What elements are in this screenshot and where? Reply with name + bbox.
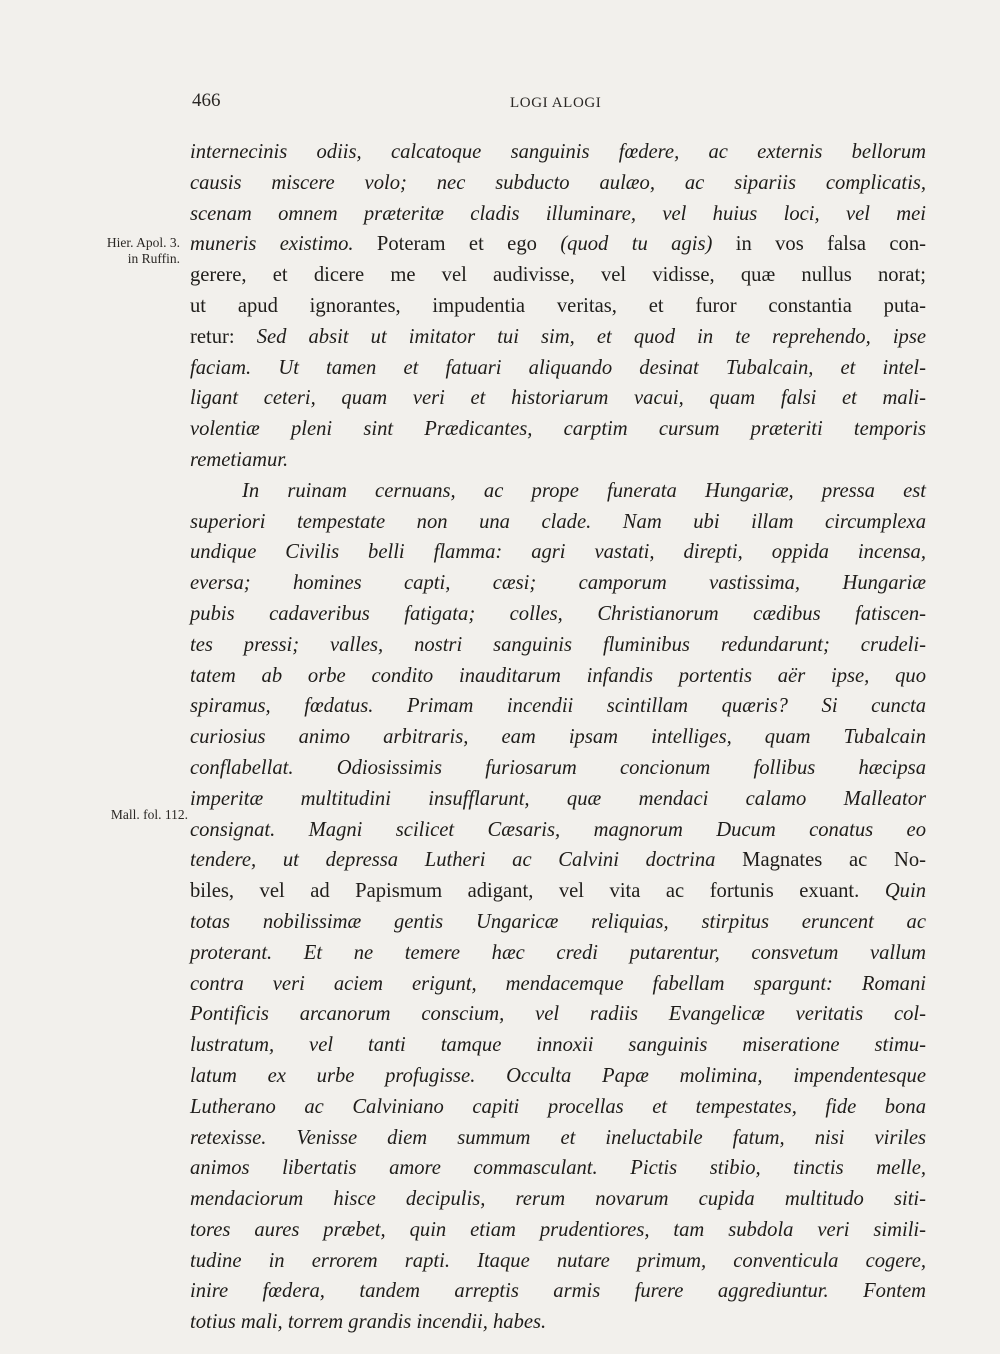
italic-text: spiramus, fœdatus. Primam incendii scintillam quæris? Si cuncta: [190, 695, 926, 718]
italic-text: inire fœdera, tandem arreptis armis furere aggrediuntur. Fontem: [190, 1280, 926, 1303]
italic-text: undique Civilis belli flamma: agri vastati, direpti, oppida incensa,: [190, 541, 926, 564]
text-line: [190, 1153, 926, 1184]
margin-note-line: Mall. fol. 112.: [110, 807, 188, 822]
italic-text: conflabellat. Odiosissimis furiosarum concionum follibus hæcipsa: [190, 756, 926, 779]
italic-text: tudine in errorem rapti. Itaque nutare primum, conventicula cogere,: [190, 1249, 926, 1272]
margin-note-mall: [60, 807, 188, 823]
text-line: [190, 1276, 926, 1307]
text-line: [190, 353, 926, 384]
text-line: [190, 199, 926, 230]
italic-text: latum ex urbe profugisse. Occulta Papæ molimina, impendentesque: [190, 1064, 926, 1087]
italic-text: mendaciorum hisce decipulis, rerum novarum cupida multitudo siti-: [190, 1188, 926, 1211]
roman-text: biles, vel ad Papismum adigant, vel vita ac fortunis exuant.: [190, 880, 885, 903]
text-line: [190, 845, 926, 876]
text-line: [190, 630, 926, 661]
roman-text: Magnates ac No-: [715, 849, 926, 872]
roman-text: ut apud ignorantes, impudentia veritas, et furor constantia puta-: [190, 294, 926, 317]
italic-text: totas nobilissimæ gentis Ungaricæ reliquias, stirpitus eruncent ac: [190, 910, 926, 933]
italic-text: In ruinam cernuans, ac prope funerata Hungariæ, pressa est: [242, 479, 926, 502]
text-line: [190, 445, 926, 476]
roman-text: in vos falsa con-: [712, 233, 926, 256]
text-line: [190, 969, 926, 1000]
running-head: LOGI ALOGI: [510, 95, 602, 111]
italic-text: curiosius animo arbitraris, eam ipsam intelliges, quam Tubalcain: [190, 726, 926, 749]
text-line: [190, 599, 926, 630]
text-line: [190, 1092, 926, 1123]
italic-text: tendere, ut depressa Lutheri ac Calvini doctrina: [190, 849, 716, 872]
text-line: [190, 137, 926, 168]
italic-text: consignat. Magni scilicet Cæsaris, magnorum Ducum conatus eo: [190, 818, 926, 841]
text-line: [190, 661, 926, 692]
italic-text: Pontificis arcanorum conscium, vel radiis Evangelicæ veritatis col-: [190, 1003, 926, 1026]
italic-text: eversa; homines capti, cæsi; camporum vastissima, Hungariæ: [190, 572, 926, 595]
italic-text: proterant. Et ne temere hæc credi putarentur, consvetum vallum: [190, 941, 926, 964]
italic-text: tatem ab orbe condito inauditarum infandis portentis aër ipse, quo: [190, 664, 926, 687]
text-line: [190, 1246, 926, 1277]
margin-note-line: in Ruffin.: [127, 251, 180, 266]
text-line: [190, 168, 926, 199]
italic-text: causis miscere volo; nec subducto aulæo, ac sipariis complicatis,: [190, 171, 926, 194]
italic-text: (quod tu agis): [560, 233, 713, 256]
italic-text: muneris existimo.: [190, 233, 354, 256]
text-line: [190, 999, 926, 1030]
text-line: [190, 229, 926, 260]
roman-text: gerere, et dicere me vel audivisse, vel vidisse, quæ nullus norat;: [190, 264, 926, 287]
body-text: [190, 137, 926, 1338]
italic-text: totius mali, torrem grandis incendii, habes.: [190, 1311, 547, 1334]
text-line: [190, 938, 926, 969]
italic-text: superiori tempestate non una clade. Nam ubi illam circumplexa: [190, 510, 926, 533]
text-line: [190, 537, 926, 568]
text-line: [190, 1307, 926, 1338]
page-number: 466: [192, 90, 221, 111]
margin-note-line: Hier. Apol. 3.: [106, 235, 180, 250]
text-line: [190, 291, 926, 322]
italic-text: Quin: [884, 880, 926, 903]
text-line: [190, 476, 926, 507]
text-line: [190, 784, 926, 815]
text-line: [190, 815, 926, 846]
italic-text: faciam. Ut tamen et fatuari aliquando desinat Tubalcain, et intel-: [190, 356, 926, 379]
italic-text: imperitæ multitudini insufflarunt, quæ mendaci calamo Malleator: [190, 787, 926, 810]
italic-text: pubis cadaveribus fatigata; colles, Christianorum cædibus fatiscen-: [190, 602, 926, 625]
italic-text: scenam omnem præteritæ cladis illuminare, vel huius loci, vel mei: [190, 202, 926, 225]
italic-text: tes pressi; valles, nostri sanguinis fluminibus redundarunt; crudeli-: [190, 633, 926, 656]
italic-text: contra veri aciem erigunt, mendacemque fabellam spargunt: Romani: [190, 972, 926, 995]
italic-text: retexisse. Venisse diem summum et ineluctabile fatum, nisi viriles: [190, 1126, 926, 1149]
italic-text: ligant ceteri, quam veri et historiarum vacui, quam falsi et mali-: [190, 387, 926, 410]
text-line: [190, 722, 926, 753]
text-line: [190, 907, 926, 938]
italic-text: Sed absit ut imitator tui sim, et quod in te reprehendo, ipse: [256, 325, 926, 348]
text-line: [190, 568, 926, 599]
text-line: [190, 1061, 926, 1092]
italic-text: Lutherano ac Calviniano capiti procellas et tempestates, fide bona: [190, 1095, 926, 1118]
italic-text: animos libertatis amore commasculant. Pictis stibio, tinctis melle,: [190, 1157, 926, 1180]
text-line: [190, 1215, 926, 1246]
text-line: [190, 260, 926, 291]
italic-text: lustratum, vel tanti tamque innoxii sanguinis miseratione stimu-: [190, 1034, 926, 1057]
text-line: [190, 322, 926, 353]
italic-text: tores aures præbet, quin etiam prudentiores, tam subdola veri simili-: [190, 1218, 926, 1241]
text-line: [190, 414, 926, 445]
italic-text: internecinis odiis, calcatoque sanguinis fœdere, ac externis bellorum: [190, 141, 926, 163]
margin-note-hier: [66, 235, 180, 267]
text-line: [190, 1030, 926, 1061]
text-line: [190, 876, 926, 907]
text-line: [190, 753, 926, 784]
italic-text: remetiamur.: [190, 448, 289, 471]
italic-text: volentiæ pleni sint Prædicantes, carptim cursum præteriti temporis: [190, 418, 926, 441]
roman-text: Poteram et ego: [353, 233, 561, 256]
text-line: [190, 1184, 926, 1215]
text-line: [190, 507, 926, 538]
text-line: [190, 1123, 926, 1154]
roman-text: retur:: [190, 325, 257, 348]
text-line: [190, 691, 926, 722]
text-line: [190, 383, 926, 414]
